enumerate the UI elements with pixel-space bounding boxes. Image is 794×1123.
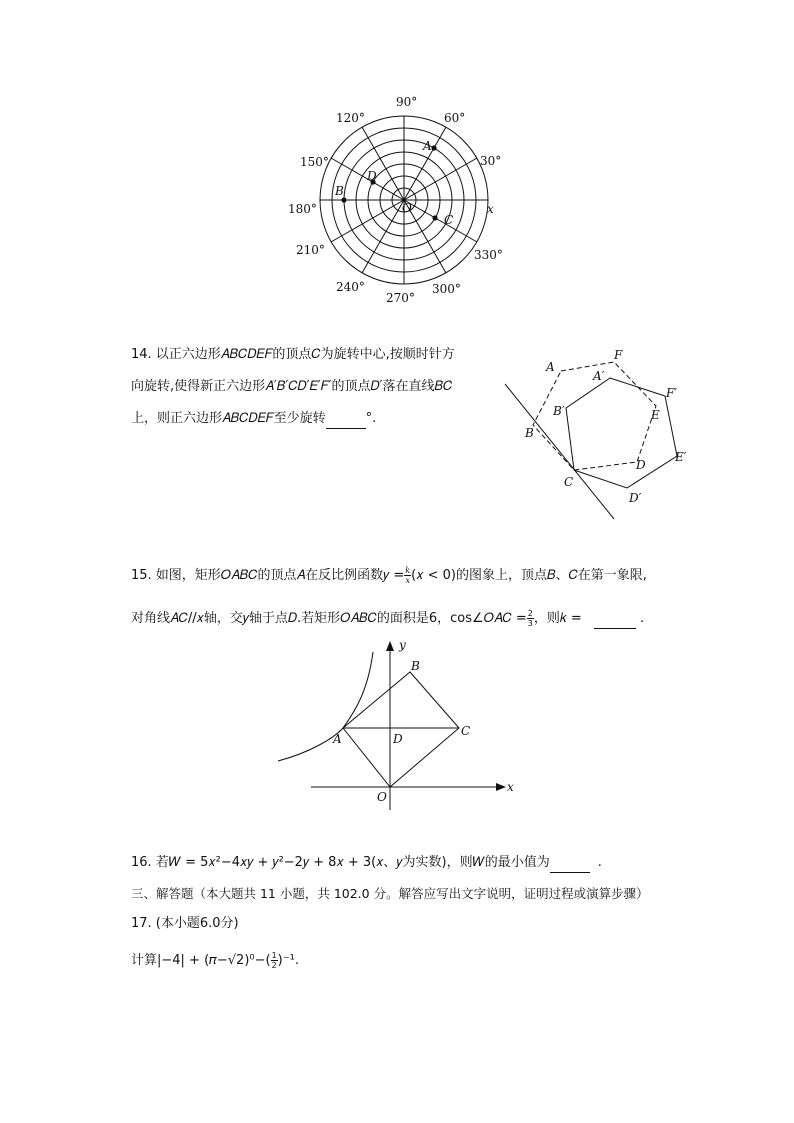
- rect-label-b: B: [411, 659, 420, 673]
- q15-line1: [131, 566, 647, 585]
- q14-line3: [131, 410, 376, 429]
- q15-cos-fraction: [527, 609, 534, 628]
- polar-label-o: O: [402, 201, 412, 215]
- q17-fraction-half: [271, 951, 278, 970]
- hex-label-b: B: [525, 426, 534, 440]
- q15-line2-mid: ，则𝑘 =: [533, 611, 582, 626]
- hexagon-figure: [495, 340, 705, 530]
- angle-label-120: 120°: [336, 111, 365, 125]
- hex-label-c: C: [564, 475, 574, 489]
- q15-line2: [131, 609, 644, 629]
- angle-label-90: 90°: [396, 95, 418, 109]
- hex-label-e-prime: E′: [675, 450, 687, 464]
- hex-label-e: E: [651, 408, 660, 422]
- q17-expr-text: 计算|−4| + (𝜋−√2)⁰−(: [131, 953, 271, 968]
- angle-label-30: 30°: [480, 154, 502, 168]
- rect-axis-x-label: x: [507, 780, 514, 794]
- angle-label-60: 60°: [444, 111, 466, 125]
- hex-label-f-prime: F′: [666, 386, 678, 400]
- q17-frac-num: 1: [271, 951, 277, 960]
- q15-line2-end: .: [639, 611, 645, 626]
- q14-line2: 向旋转,使得新正六边形𝐴′𝐵′𝐶𝐷′𝐸′𝐹′的顶点𝐷′落在直线𝐵𝐶: [131, 379, 453, 394]
- q15-cos-den: 3: [527, 619, 533, 628]
- q15-answer-blank[interactable]: [594, 610, 636, 629]
- hex-label-b-prime: B′: [553, 404, 565, 418]
- q16-text: 16. 若𝑊 = 5𝑥²−4𝑥𝑦 + 𝑦²−2𝑦 + 8𝑥 + 3(𝑥、𝑦为实数)，则𝑊的最小值为: [131, 855, 550, 870]
- rect-axis-y-label: y: [399, 638, 406, 652]
- q17-frac-den: 2: [271, 961, 277, 970]
- polar-point-c: [432, 215, 437, 220]
- rect-label-d: D: [393, 732, 403, 746]
- rectangle-figure: [270, 635, 530, 810]
- q14-line3-text: 上，则正六边形𝐴𝐵𝐶𝐷𝐸𝐹至少旋转: [131, 411, 326, 426]
- hex-label-a: A: [546, 360, 555, 374]
- q17-expr-rest: )⁻¹.: [277, 953, 299, 968]
- q14-line1: 14. 以正六边形𝐴𝐵𝐶𝐷𝐸𝐹的顶点𝐶为旋转中心,按顺时针方: [131, 347, 455, 362]
- polar-label-d: D: [367, 169, 377, 183]
- q16-suffix: .: [597, 855, 602, 870]
- angle-label-330: 330°: [474, 248, 503, 262]
- q16-line: [131, 854, 602, 873]
- angle-label-270: 270°: [386, 291, 415, 305]
- q15-line1-rest: (𝑥 < 0)的图象上，顶点𝐵、𝐶在第一象限,: [411, 568, 647, 583]
- polar-point-b: [341, 197, 346, 202]
- q15-cos-num: 2: [527, 609, 533, 618]
- section3-heading: 三、解答题（本大题共 11 小题，共 102.0 分。解答应写出文字说明，证明过程或演算步骤）: [131, 886, 649, 901]
- q14-answer-blank[interactable]: [326, 410, 366, 429]
- polar-label-b: B: [335, 184, 344, 198]
- q15-line2-text: 对角线𝐴𝐶//𝑥轴，交𝑦轴于点𝐷.若矩形𝑂𝐴𝐵𝐶的面积是6，cos∠𝑂𝐴𝐶 =: [131, 611, 527, 626]
- q16-answer-blank[interactable]: [550, 854, 590, 873]
- angle-label-300: 300°: [432, 282, 461, 296]
- q17-label: 17. (本小题6.0分): [131, 916, 239, 931]
- hex-label-d: D: [636, 458, 646, 472]
- rect-label-o: O: [377, 790, 387, 804]
- polar-point-a: [431, 145, 436, 150]
- hex-label-a-prime: A′: [593, 369, 605, 383]
- polar-label-c: C: [444, 213, 454, 227]
- angle-label-150: 150°: [300, 155, 329, 169]
- q15-line1-text: 15. 如图，矩形𝑂𝐴𝐵𝐶的顶点𝐴在反比例函数𝑦 =: [131, 568, 405, 583]
- rect-label-c: C: [461, 724, 471, 738]
- angle-label-240: 240°: [336, 280, 365, 294]
- q17-expression: [131, 951, 299, 970]
- hex-label-f: F: [614, 348, 623, 362]
- polar-label-a: A: [423, 139, 432, 153]
- angle-label-210: 210°: [296, 243, 325, 257]
- rect-label-a: A: [333, 732, 342, 746]
- angle-label-180: 180°: [288, 202, 317, 216]
- hex-label-d-prime: D′: [629, 491, 642, 505]
- polar-axis-x-label: x: [487, 202, 494, 216]
- q15-frac-num: k: [405, 566, 411, 575]
- q14-line3-suffix: °.: [365, 411, 377, 426]
- q15-frac-den: x: [405, 576, 410, 585]
- polar-figure: [280, 90, 520, 310]
